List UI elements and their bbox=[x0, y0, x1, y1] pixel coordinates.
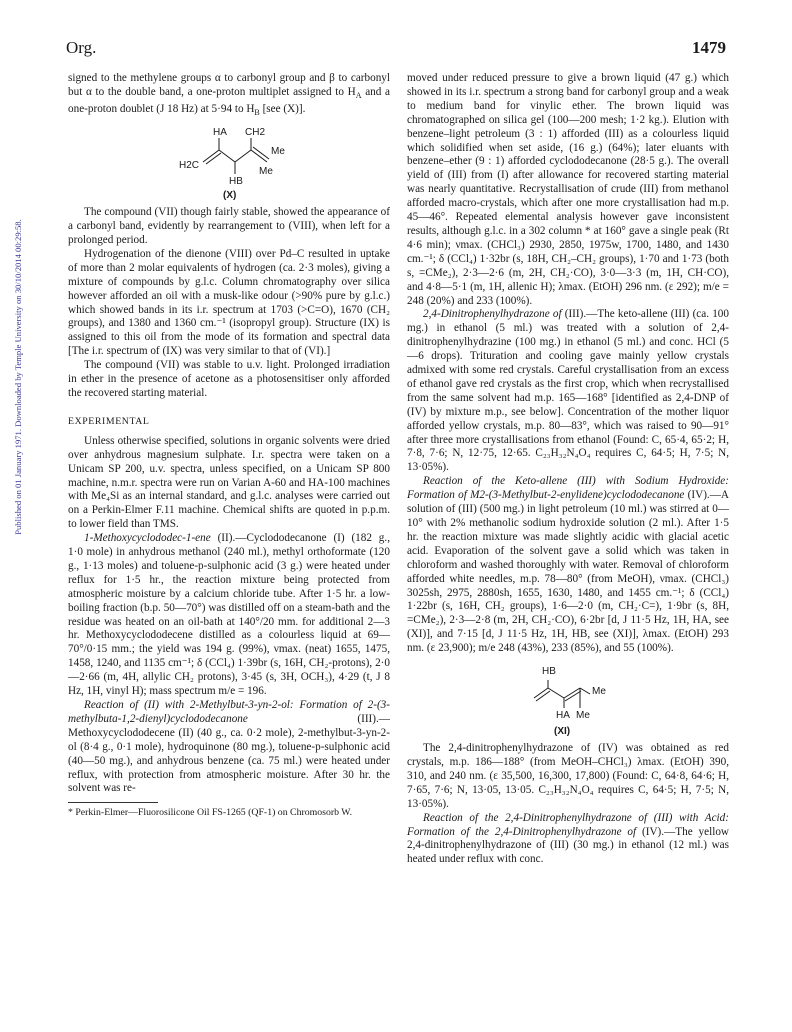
paragraph: The compound (VII) was stable to u.v. light. Prolonged irradiation in ether in the presence of acetone as a photosensitiser only afforded the recovered starting material. bbox=[68, 359, 390, 399]
atom-label: HA bbox=[556, 710, 570, 722]
text: signed to the methylene groups α to carbonyl group and β to carbonyl but α to the double band, a one-proton multiplet assigned to H bbox=[68, 72, 390, 98]
paragraph: The 2,4-dinitrophenylhydrazone of (IV) was obtained as red crystals, m.p. 186—188° (from MeOH–CHCl₃) λmax. (EtOH) 390, 310, and 240 nm. (ε 35,500, 16,300, 17,800) (Found: C, 64·8, 64·6; H, 7·65, 7·6; N, 13·05, 13·05. C₂₃H₃₂N₄O₄ requires C, 64·5; H, 7·5; N, 13·05%). bbox=[407, 742, 729, 810]
left-column bbox=[68, 72, 390, 819]
atom-label: Me bbox=[271, 146, 285, 158]
paragraph-title: 1-Methoxycyclododec-1-ene bbox=[84, 532, 211, 545]
atom-label: Me bbox=[576, 710, 590, 722]
structure-label: (X) bbox=[223, 190, 237, 201]
paragraph: signed to the methylene groups α to carbonyl group and β to carbonyl but α to the double band, a one-proton multiplet assigned to $H_A$ and a one-proton doublet (J 18 Hz) at 5·94 to $H_B$ [see (X)]. bbox=[68, 72, 390, 118]
section-heading: EXPERIMENTAL bbox=[68, 415, 150, 427]
paragraph: Hydrogenation of the dienone (VIII) over Pd–C resulted in uptake of more than 2 molar equivalents of hydrogen (ca. 2·3 moles), giving a mixture of compounds by g.l.c. Column chromatography over silica however afforded an oil with a musk-like odour (>90% pure by g.l.c.) which showed bands in its i.r. spectrum at 1703 (>C=O), 1670 (CH₂ groups), and 1380 and 1360 cm.⁻¹ (isopropyl group). Structure (IX) is assigned to this oil from the mode of its formation and spectral data [The i.r. spectrum of (IX) was very similar to that of (VI).] bbox=[68, 247, 390, 358]
page-number: 1479 bbox=[692, 38, 726, 57]
paragraph-title: Reaction of (II) with 2-Methylbut-3-yn-2-ol: Formation of 2-(3-methylbuta-1,2-dienyl)cyclododecanone bbox=[68, 699, 390, 725]
paragraph: Unless otherwise specified, solutions in organic solvents were dried over anhydrous magnesium sulphate. I.r. spectra were taken on a Unicam SP 200, u.v. spectra, unless specified, on a Unicam SP 800 machine, n.m.r. spectra were run on Varian A-60 and HA-100 machines with Me₄Si as an internal standard, and g.l.c. analyses were carried out on a Perkin-Elmer F.11 machine. Chemical shifts are quoted in p.p.m. to lower field than TMS. bbox=[68, 434, 390, 531]
structure-label: (XI) bbox=[554, 726, 571, 737]
atom-label: HB bbox=[229, 176, 243, 188]
atom-label: Me bbox=[259, 166, 273, 178]
journal-name: Org. bbox=[66, 38, 97, 57]
paragraph bbox=[68, 532, 390, 699]
paragraph: The compound (VII) though fairly stable, showed the appearance of a carbonyl band, evidently by rearrangement to (VIII), when left for a prolonged period. bbox=[68, 206, 390, 246]
paragraph-title: Reaction of the Keto-allene (III) with Sodium Hydroxide: Formation of M2-(3-Methylbut-2-enylidene)cyclododecanone bbox=[407, 475, 729, 502]
paragraph bbox=[407, 308, 729, 475]
text: and a one-proton doublet (J 18 Hz) at 5·94 to H bbox=[68, 85, 390, 116]
paragraph: moved under reduced pressure to give a brown liquid (47 g.) which showed in its i.r. spectrum a strong band for carbonyl group and a weak to medium band for vinylic ether. The brown liquid was chromatographed on silica gel (100—200 mesh; 1·2 kg.). Elution with benzene–light petroleum (3 : 1) afforded (III) as a colourless liquid which solidified when set aside, (16 g.) (64%); later eluants with benzene–ether (9 : 1) afforded cyclododecanone (28·5 g.). The overall yield of (III) from (I) after allowance for recovered starting material was nearly quantitative. Recrystallisation of crude (III) from methanol afforded macro-crystals, which after one more crystallisation had m.p. 45—46°. Repeated elemental analysis however gave inconsistent results, although g.l.c. in a 302 column * at 160° gave a single peak (Rt 4·6 min); νmax. (CHCl₃) 2930, 2850, 1975w, 1700, 1480, and 1430 cm.⁻¹; δ (CCl₄) 1·32br (s, 18H, CH₂–CH₂ groups), 1·70 and 1·73 (both s, =CMe₂), 2·3—2·6 (m, 2H, CH₂·CO), 3·0—3·3 (m, 1H, CH·CO), and 4·8—5·1 (m, 1H, allenic H); λmax. (EtOH) 296 nm. (ε 292); m/e = 248 (20%) and 233 (100%). bbox=[407, 72, 729, 307]
paragraph bbox=[68, 699, 390, 796]
atom-label: HA bbox=[213, 127, 227, 139]
text: (IV).—A solution of (III) (500 mg.) in light petroleum (10 ml.) was stirred at 0—10° with 2% methanolic sodium hydroxide solution (2 ml.). After 1·5 hr. the reaction mixture was made slightly acidic with glacial acetic acid. Evaporation of the solvent gave a solid which was taken in chloroform and washed thoroughly with water. Removal of chloroform afforded white needles, m.p. 78—80° (from MeOH), νmax. (CHCl₃) 3025sh, 2975, 2880sh, 1655, 1630, 1480, and 1455 cm.⁻¹; δ (CCl₄) 1·22br (s, 16H, CH₂ groups), 1·6—2·0 (m, CH₂·C=), 1·9br (s, 8H, =CMe₂), 2·3—2·8 (m, 2H, CH₂·CO), 6·2br [d, J 11·5 Hz, 1H, HA, see (XI)], and 7·15 [d, J 11·5 Hz, 1H, HB, see (XI)], λmax. (EtOH) 293 nm. (ε 23,900); m/e 248 (43%), 233 (85%), and 55 (100%). bbox=[407, 489, 729, 655]
paragraph bbox=[407, 475, 729, 656]
structure-xi-diagram bbox=[498, 660, 638, 736]
atom-label: HB bbox=[542, 666, 556, 678]
paragraph-title: 2,4-Dinitrophenylhydrazone of bbox=[423, 308, 562, 321]
footnote: * Perkin-Elmer—Fluorosilicone Oil FS-1265 (QF-1) on Chromosorb W. bbox=[68, 807, 353, 819]
right-column bbox=[407, 72, 729, 867]
footnote-divider bbox=[68, 802, 158, 803]
text: (III).—Methoxycyclododecene (II) (40 g., ca. 0·2 mole), 2-methylbut-3-yn-2-ol (8·4 g., 0·1 mole), hydroquinone (80 mg.), toluene-p-sulphonic acid (40—50 mg.), and anhydrous benzene (ca. 75 ml.) were heated under reflux, with protection from atmospheric moisture. After 30 hr. the solvent was re- bbox=[68, 712, 390, 795]
paragraph-title: Reaction of the 2,4-Dinitrophenylhydrazone of (III) with Acid: Formation of the 2,4-Dinitrophenylhydrazone of bbox=[407, 811, 729, 838]
atom-label: Me bbox=[592, 686, 606, 698]
page-header bbox=[66, 38, 726, 60]
structure-x-diagram bbox=[149, 124, 309, 200]
text: (II).—Cyclododecanone (I) (182 g., 1·0 mole) in anhydrous methanol (240 ml.), methyl orthoformate (120 g., 1·13 moles) and toluene-p-sulphonic acid (3 g.) were heated under reflux for 1·5 hr., the reaction mixture being protected from atmospheric moisture by a calcium chloride tube. After 1·5 hr. a low-boiling fraction (b.p. 50—70°) was distilled off on a steam-bath and the residue was heated on an oil-bath at 140°/20 mm. for additional 2—3 hr. Methoxycyclododecene distilled as a colourless liquid at 69—70°/0·15 mm.; the yield was 194 g. (99%), νmax. (neat) 1655, 1475, 1458, 1240, and 1135 cm⁻¹; δ (CCl₄) 1·39br (s, 16H, CH₂-protons), 2·0—2·66 (m, 4H, allylic CH₂ protons), 3·45 (s, 3H, OCH₃), 4·29 (t, J 8 Hz, 1H, vinyl H); mass spectrum m/e = 196. bbox=[68, 532, 390, 698]
atom-label: H2C bbox=[179, 160, 200, 172]
download-note-text: Published on 01 January 1971. Downloaded by Temple University on 30/10/2014 00:29:58. bbox=[13, 219, 23, 535]
download-note-sidebar bbox=[6, 110, 23, 650]
text: [see (X)]. bbox=[259, 103, 306, 116]
atom-label: CH2 bbox=[245, 127, 266, 139]
paragraph bbox=[407, 812, 729, 868]
text: (III).—The keto-allene (III) (ca. 100 mg.) in ethanol (5 ml.) was treated with a solution of 2,4-dinitrophenylhydrazine (100 mg.) in ethanol (5 ml.) and conc. HCl (5—6 drops). Trituration and cooling gave mainly yellow crystals admixed with some red crystals. Careful crystallisation from an excess of ethanol gave red crystals as the first crop, which when recrystallised from the same solvent had m.p. 165—168° [identified as 2,4-DNP of (IV) by mixture m.p., see below]. Concentration of the mother liquor afforded yellow crystals, m.p. 80—83°, which was raised to 90—91° after three more crystallisations from ethanol (Found: C, 65·4, 65·2; H, 7·8, 7·6; N, 12·75, 12·65. C₂₃H₃₂N₄O₄ requires C, 64·5; H, 7·5; N, 13·05%). bbox=[407, 308, 729, 474]
text: (IV).—The yellow 2,4-dinitrophenylhydrazone of (III) (30 mg.) in ethanol (12 ml.) was heated under reflux with conc. bbox=[407, 825, 729, 866]
